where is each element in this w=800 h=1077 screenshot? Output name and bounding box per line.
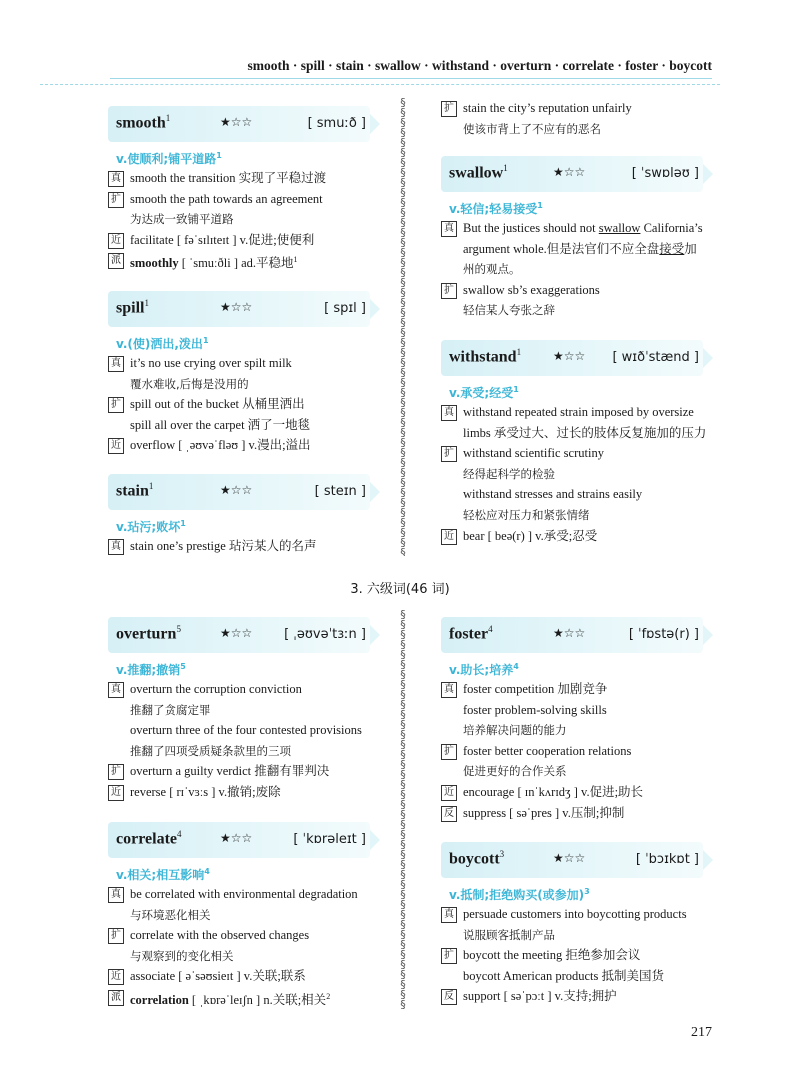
tag-pai: 派 <box>108 990 124 1006</box>
example-line <box>441 300 741 321</box>
headword-text: withstand <box>449 348 517 366</box>
line-text: reverse [ rɪˈvɜːs ] v.撤销;废除 <box>130 784 281 799</box>
line-text: encourage [ ɪnˈkʌrɪdʒ ] v.促进;助长 <box>463 784 644 799</box>
example-lines <box>441 679 741 823</box>
line-text: correlate with the observed changes <box>130 928 310 943</box>
line-text: foster problem-solving skills <box>463 702 607 717</box>
line-text: 培养解决问题的能力 <box>463 723 567 738</box>
sense-sup: 1 <box>216 151 222 160</box>
headword-sup: 1 <box>144 298 149 308</box>
line-text: 与环境恶化相关 <box>130 907 211 922</box>
example-line <box>108 884 408 905</box>
example-line <box>441 443 741 464</box>
tag-kuo: 扩 <box>441 283 457 299</box>
line-text: associate [ əˈsəʊsieɪt ] v.关联;联系 <box>130 969 306 984</box>
headword-bar <box>108 474 370 510</box>
rating-stars: ★☆☆ <box>553 165 586 179</box>
example-line <box>441 782 741 803</box>
example-line <box>108 209 408 230</box>
example-line <box>108 189 408 210</box>
text-part: But the justices should not <box>463 221 599 235</box>
line-text: limbs 承受过大、过长的肢体反复施加的压力 <box>463 425 707 440</box>
tag-zhen: 真 <box>441 682 457 698</box>
tag-jin: 近 <box>108 438 124 454</box>
line-text: withstand scientific scrutiny <box>463 446 604 461</box>
column-divider-bottom: § § § § § § § § § § § § § § § § § § § § § § § § § § § § § § § § § § § § § § § § <box>400 610 406 1010</box>
headword-sup: 1 <box>516 347 522 357</box>
line-text: smooth the transition 实现了平稳过渡 <box>130 171 327 185</box>
rating-stars: ★☆☆ <box>553 349 586 363</box>
line-text: be correlated with environmental degradation <box>130 887 358 901</box>
tag-zhen: 真 <box>108 682 124 698</box>
sense-sup: 4 <box>513 662 519 671</box>
tag-jin: 近 <box>441 529 457 545</box>
example-line <box>441 464 741 485</box>
headword <box>116 481 153 500</box>
tag-pai: 派 <box>108 253 124 269</box>
sense-text: v.助长;培养 <box>449 663 514 677</box>
example-line <box>108 700 408 721</box>
running-header <box>0 50 800 94</box>
headword-text: smooth <box>116 114 166 132</box>
example-lines <box>108 679 408 803</box>
sense-sup: 1 <box>180 519 186 528</box>
example-line <box>108 741 408 762</box>
pronunciation: [ ˈswɒləʊ ] <box>631 166 699 181</box>
tag-kuo: 扩 <box>441 446 457 462</box>
example-line <box>441 986 741 1007</box>
derived-sup: 1 <box>293 255 298 265</box>
sense-text: v.玷污;败坏 <box>116 520 181 534</box>
tag-zhen: 真 <box>108 171 124 187</box>
pronunciation: [ smuːð ] <box>307 116 366 131</box>
tag-kuo: 扩 <box>108 928 124 944</box>
tag-jin: 近 <box>108 233 124 249</box>
sense-text: v.相关;相互影响 <box>116 868 205 882</box>
example-line <box>441 402 741 423</box>
header-dashed-rule <box>40 84 720 85</box>
text-part: 加 <box>684 241 697 256</box>
line-text: 促进更好的合作关系 <box>463 764 567 779</box>
example-line <box>108 761 408 782</box>
headword <box>449 849 504 868</box>
pronunciation: [ steɪn ] <box>314 484 366 499</box>
sense-text: v.承受;经受 <box>449 386 514 400</box>
headword-bar <box>108 822 370 858</box>
example-line <box>108 353 408 374</box>
line-text: overturn a guilty verdict 推翻有罪判决 <box>130 764 330 779</box>
example-line <box>441 925 741 946</box>
example-line <box>441 966 741 987</box>
tag-fan: 反 <box>441 989 457 1005</box>
example-line <box>441 505 741 526</box>
sense-text: v.(使)洒出,泼出 <box>116 337 203 351</box>
example-line <box>108 374 408 395</box>
header-rule <box>110 78 712 79</box>
example-line <box>108 679 408 700</box>
pronunciation: [ wɪðˈstænd ] <box>612 350 699 365</box>
sense-sup: 1 <box>513 385 519 394</box>
line-text: 轻松应对压力和紧张情绪 <box>463 507 590 522</box>
headword-text: overturn <box>116 625 177 643</box>
example-line <box>108 966 408 987</box>
pronunciation: [ ˈfɒstə(r) ] <box>628 627 699 642</box>
example-line <box>441 259 741 280</box>
sense-label <box>116 518 186 535</box>
sense-sup: 1 <box>537 201 543 210</box>
line-text: stain the city’s reputation unfairly <box>463 101 632 115</box>
derived-sup: 2 <box>326 991 331 1001</box>
sense-sup: 5 <box>180 662 186 671</box>
example-line <box>108 782 408 803</box>
headword <box>449 624 493 643</box>
example-lines <box>441 98 741 139</box>
rating-stars: ★☆☆ <box>553 626 586 640</box>
headword-text: boycott <box>449 850 500 868</box>
tag-jin: 近 <box>441 785 457 801</box>
line-text: suppress [ səˈpres ] v.压制;抑制 <box>463 805 625 820</box>
line-text: facilitate [ fəˈsɪlɪteɪt ] v.促进;使便利 <box>130 232 315 247</box>
column-divider-top: § § § § § § § § § § § § § § § § § § § § § § § § § § § § § § § § § § § § § § § § § § § § § § <box>400 98 406 556</box>
line-text: support [ səˈpɔːt ] v.支持;拥护 <box>463 989 617 1004</box>
example-line <box>441 423 741 444</box>
section-title: 3. 六级词(46 词) <box>350 582 450 597</box>
sense-sup: 3 <box>584 887 590 896</box>
line-text: swallow sb’s exaggerations <box>463 282 600 297</box>
header-title: smooth · spill · stain · swallow · withstand · overturn · correlate · foster · boycott <box>247 58 712 73</box>
headword-text: spill <box>116 299 145 317</box>
example-line <box>441 741 741 762</box>
example-line <box>441 526 741 547</box>
headword-text: swallow <box>449 164 504 182</box>
sense-text: v.抵制;拒绝购买(或参加) <box>449 888 585 902</box>
line-text: 推翻了四项受质疑条款里的三项 <box>130 743 291 758</box>
line-text <box>463 218 703 239</box>
tag-jin: 近 <box>108 785 124 801</box>
example-line <box>108 230 408 251</box>
rating-stars: ★☆☆ <box>553 851 586 865</box>
sense-label <box>449 200 543 217</box>
example-line <box>108 905 408 926</box>
line-text: 覆水难收,后悔是没用的 <box>130 376 249 391</box>
text-part: argument whole.但是法官们不应全盘 <box>463 241 660 256</box>
line-text: overturn the corruption conviction <box>130 682 302 696</box>
line-text <box>130 987 330 1011</box>
tag-kuo: 扩 <box>108 397 124 413</box>
line-text: boycott American products 抵制美国货 <box>463 968 665 983</box>
rating-stars: ★☆☆ <box>220 300 253 314</box>
page-number: 217 <box>691 1025 712 1040</box>
headword-text: stain <box>116 482 149 500</box>
example-line <box>108 250 408 271</box>
tag-fan: 反 <box>441 806 457 822</box>
line-text: 与观察到的变化相关 <box>130 948 234 963</box>
derived-word: correlation <box>130 993 189 1008</box>
example-line <box>441 98 741 119</box>
example-lines <box>108 536 408 557</box>
derived-word: smoothly <box>130 256 179 271</box>
example-line <box>441 945 741 966</box>
sense-sup: 1 <box>202 336 209 345</box>
headword <box>449 347 521 366</box>
line-text: 推翻了贪腐定罪 <box>130 702 211 717</box>
pronunciation: [ ˈbɔɪkɒt ] <box>635 852 699 867</box>
example-line <box>441 761 741 782</box>
sense-text: v.轻信;轻易接受 <box>449 202 538 216</box>
tag-zhen: 真 <box>108 539 124 555</box>
line-text <box>463 239 697 260</box>
sense-label <box>116 150 222 167</box>
headword-bar <box>441 617 703 653</box>
rating-stars: ★☆☆ <box>220 831 253 845</box>
text-part: California’s <box>640 221 703 235</box>
tag-zhen: 真 <box>441 907 457 923</box>
tag-kuo: 扩 <box>441 948 457 964</box>
example-lines <box>441 218 741 321</box>
headword <box>449 163 508 182</box>
headword-sup: 3 <box>499 849 505 859</box>
tag-kuo: 扩 <box>108 192 124 208</box>
line-text: stain one’s prestige 玷污某人的名声 <box>130 539 317 553</box>
example-line <box>108 536 408 557</box>
derived-rest: [ ˌkɒrəˈleɪʃn ] n.关联;相关 <box>191 993 327 1008</box>
headword-bar <box>441 340 703 376</box>
pronunciation: [ spɪl ] <box>324 301 366 316</box>
example-lines <box>108 168 408 271</box>
headword <box>116 829 182 848</box>
line-text: spill out of the bucket 从桶里洒出 <box>130 397 305 412</box>
example-lines <box>441 904 741 1007</box>
tag-zhen: 真 <box>108 887 124 903</box>
line-text <box>130 250 298 274</box>
line-text: foster competition 加剧竞争 <box>463 682 608 696</box>
line-text: withstand stresses and strains easily <box>463 487 643 502</box>
line-text: 说服顾客抵制产品 <box>463 927 555 942</box>
tag-zhen: 真 <box>441 221 457 237</box>
example-line <box>108 720 408 741</box>
line-text: 使该市背上了不应有的恶名 <box>463 121 601 136</box>
tag-kuo: 扩 <box>441 744 457 760</box>
underlined-word: swallow <box>598 221 641 235</box>
example-line <box>108 435 408 456</box>
example-line <box>108 946 408 967</box>
headword <box>116 298 149 317</box>
tag-zhen: 真 <box>441 405 457 421</box>
sense-label <box>116 866 210 883</box>
sense-label <box>449 661 519 678</box>
headword-text: correlate <box>116 830 177 848</box>
headword-sup: 1 <box>165 113 171 123</box>
example-line <box>441 280 741 301</box>
line-text: spill all over the carpet 洒了一地毯 <box>130 417 311 432</box>
example-line <box>441 239 741 260</box>
line-text: overturn three of the four contested provisions <box>130 723 362 738</box>
sense-label <box>116 661 186 678</box>
headword-sup: 4 <box>177 829 182 839</box>
sense-label <box>449 384 519 401</box>
example-lines <box>108 353 408 456</box>
headword-sup: 4 <box>488 624 493 634</box>
sense-text: v.推翻;撤销 <box>116 663 181 677</box>
line-text: boycott the meeting 拒绝参加会议 <box>463 948 641 963</box>
headword-bar <box>108 617 370 653</box>
derived-rest: [ ˈsmuːðli ] ad.平稳地 <box>181 256 294 271</box>
example-lines <box>441 402 741 546</box>
rating-stars: ★☆☆ <box>220 626 253 640</box>
example-line <box>108 987 408 1008</box>
line-text: persuade customers into boycotting products <box>463 907 687 921</box>
tag-zhen: 真 <box>108 356 124 372</box>
headword-text: foster <box>449 625 489 643</box>
headword-sup: 1 <box>503 163 508 173</box>
line-text: it’s no use crying over spilt milk <box>130 356 292 370</box>
example-line <box>441 904 741 925</box>
line-text: 州的观点。 <box>463 262 521 277</box>
headword-sup: 5 <box>176 624 181 634</box>
rating-stars: ★☆☆ <box>220 115 253 129</box>
line-text: foster better cooperation relations <box>463 743 632 758</box>
tag-jin: 近 <box>108 969 124 985</box>
sense-text: v.使顺利;铺平道路 <box>116 152 217 166</box>
line-text: smooth the path towards an agreement <box>130 191 323 206</box>
example-line <box>108 415 408 436</box>
example-line <box>441 218 741 239</box>
example-line <box>441 119 741 140</box>
sense-label <box>449 886 590 903</box>
tag-kuo: 扩 <box>441 101 457 117</box>
pronunciation: [ ˈkɒrəleɪt ] <box>293 832 366 847</box>
example-line <box>108 168 408 189</box>
line-text: 轻信某人夸张之辞 <box>463 303 555 318</box>
headword-sup: 1 <box>148 481 154 491</box>
headword-bar <box>441 842 703 878</box>
pronunciation: [ ˌəʊvəˈtɜːn ] <box>284 627 366 642</box>
headword-bar <box>441 156 703 192</box>
example-line <box>441 803 741 824</box>
line-text: bear [ beə(r) ] v.承受;忍受 <box>463 528 598 543</box>
headword <box>116 113 170 132</box>
line-text: withstand repeated strain imposed by oversize <box>463 405 694 419</box>
example-line <box>441 484 741 505</box>
underlined-word: 接受 <box>659 241 685 256</box>
line-text: overflow [ ˌəʊvəˈfləʊ ] v.漫出;溢出 <box>130 438 311 453</box>
sense-label <box>116 335 209 352</box>
example-line <box>441 720 741 741</box>
sense-sup: 4 <box>204 867 210 876</box>
headword-bar <box>108 106 370 142</box>
headword <box>116 624 181 643</box>
example-line <box>441 700 741 721</box>
line-text: 为达成一致铺平道路 <box>130 212 234 227</box>
line-text: 经得起科学的检验 <box>463 466 555 481</box>
example-line <box>108 394 408 415</box>
example-lines <box>108 884 408 1008</box>
rating-stars: ★☆☆ <box>220 483 253 497</box>
headword-bar <box>108 291 370 327</box>
tag-kuo: 扩 <box>108 764 124 780</box>
example-line <box>441 679 741 700</box>
example-line <box>108 925 408 946</box>
